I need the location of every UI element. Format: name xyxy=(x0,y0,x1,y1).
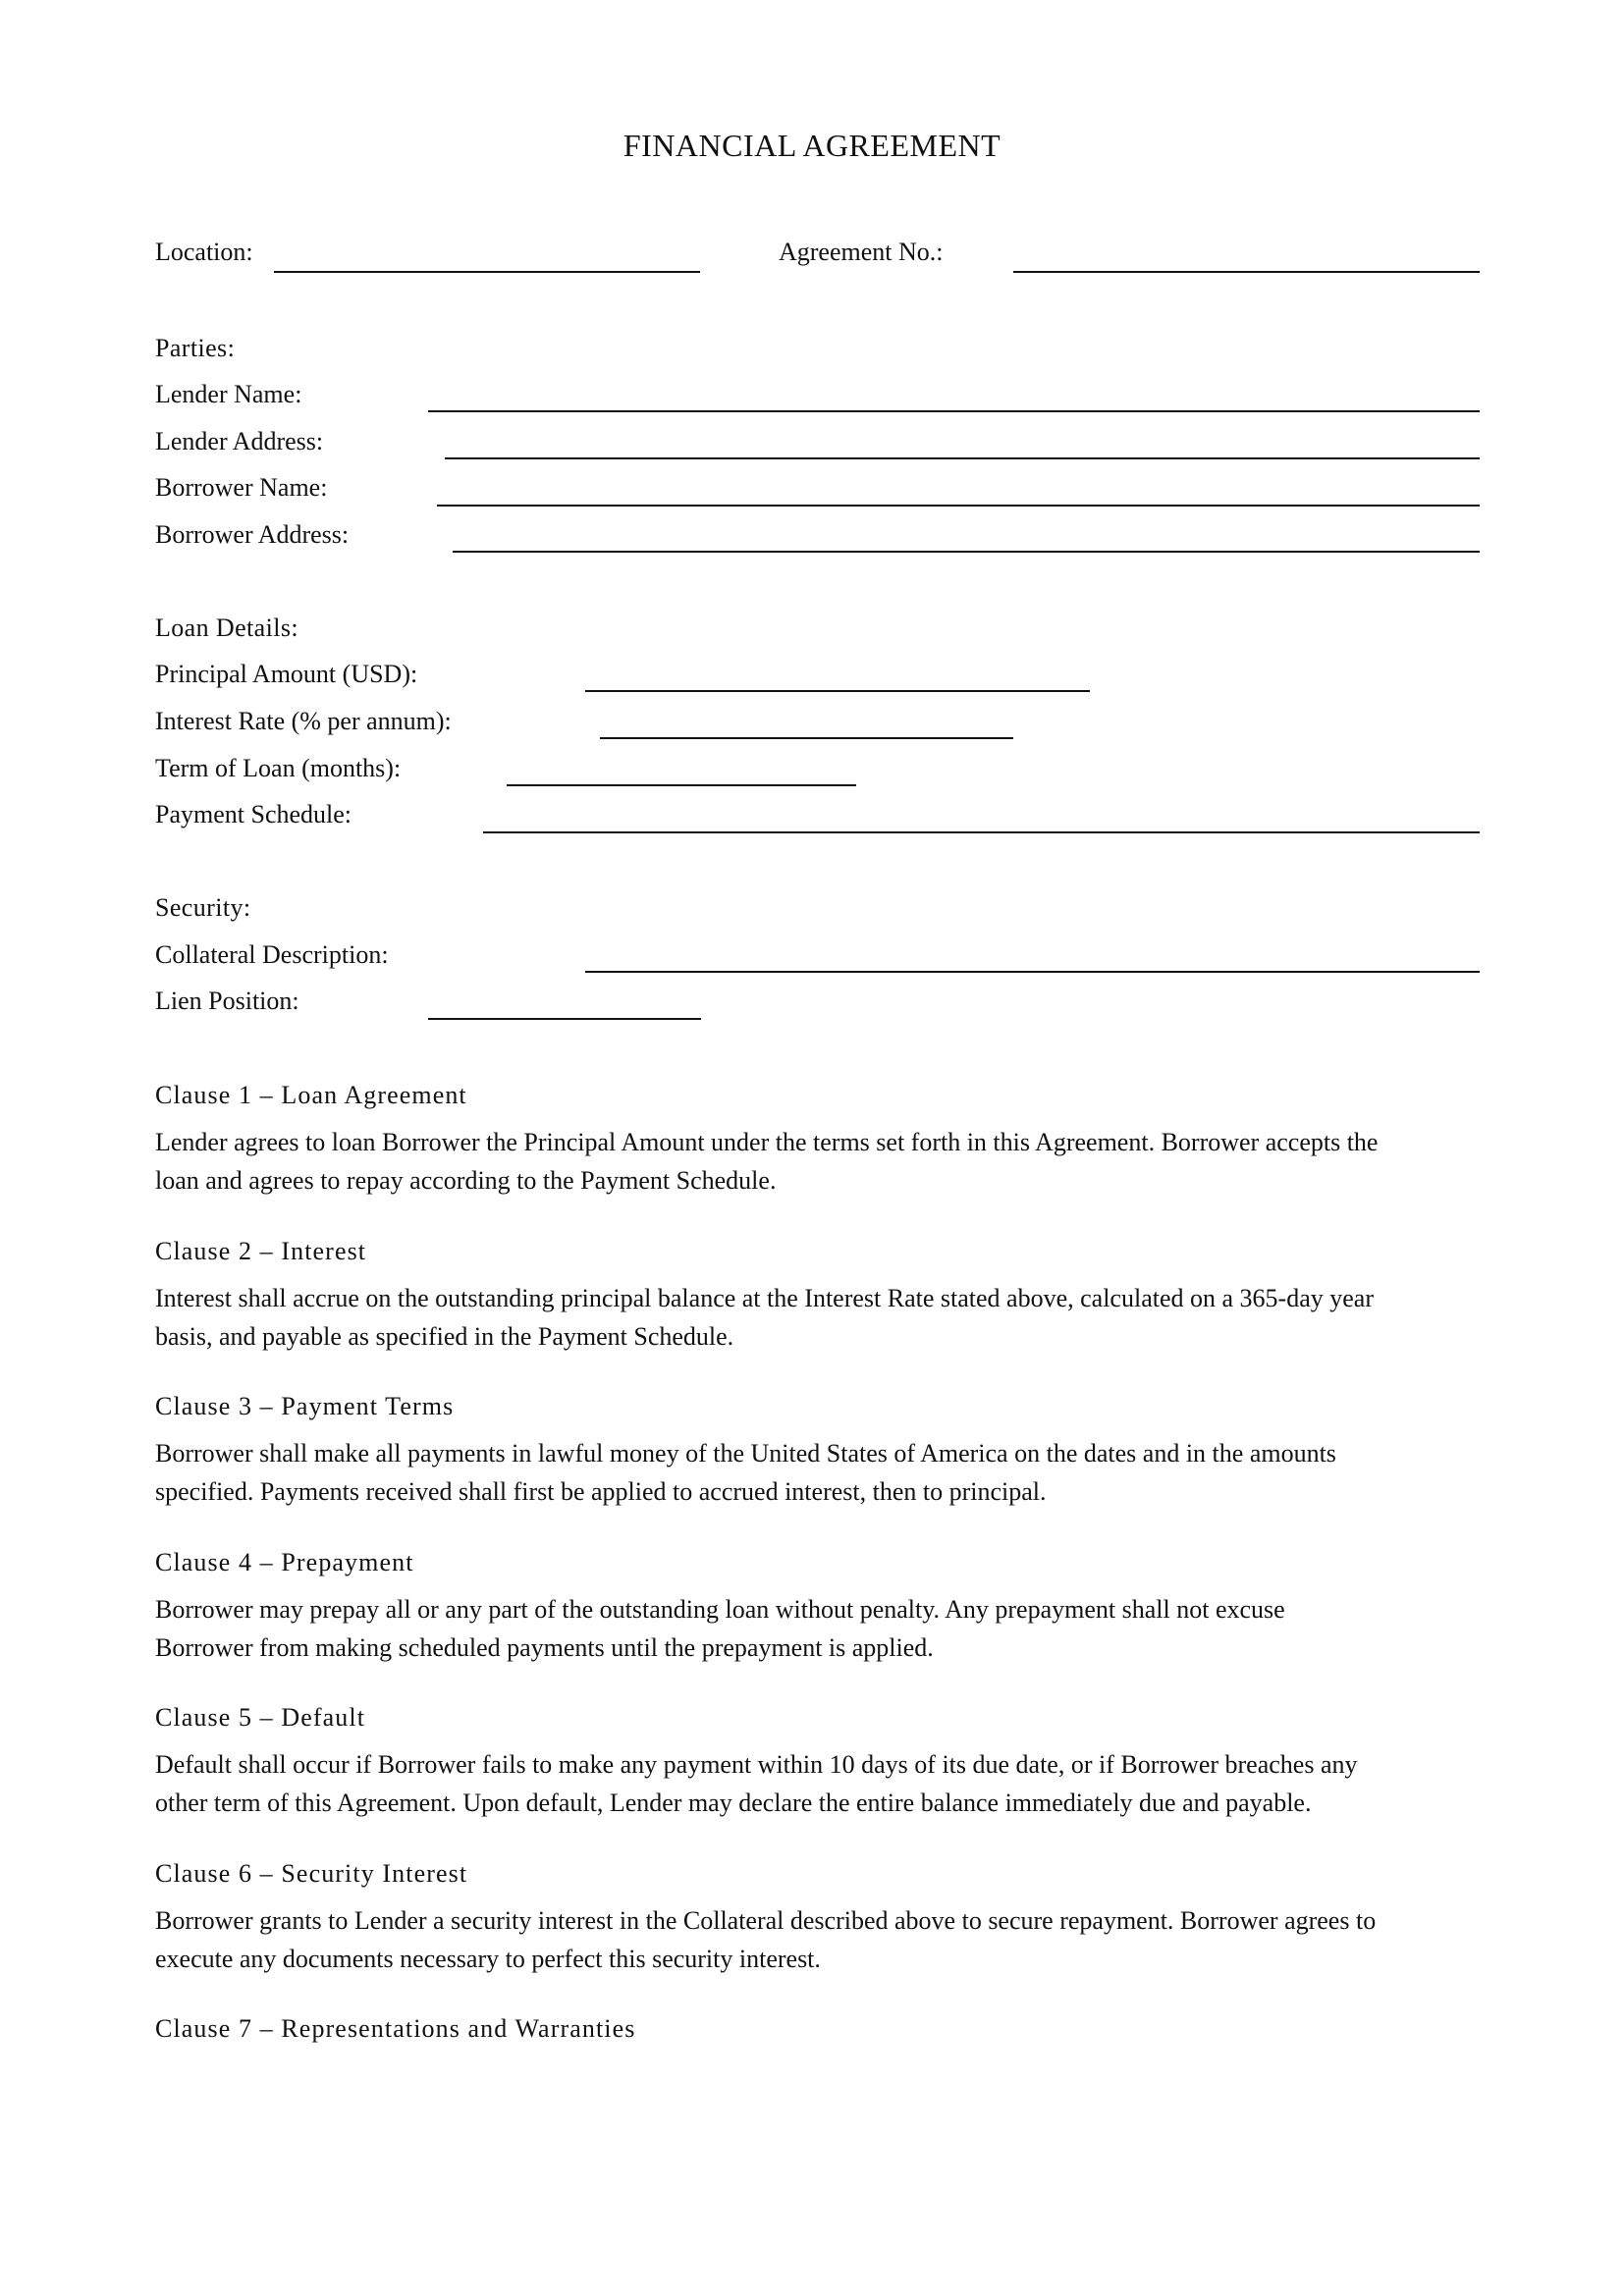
clause-5-line-1: Default shall occur if Borrower fails to make any payment within 10 days of its due date, or if Borrower breaches any xyxy=(155,1750,1358,1779)
parties-heading: Parties: xyxy=(155,334,236,362)
clause-1-title: Clause 1 – Loan Agreement xyxy=(155,1081,467,1109)
clause-5-title: Clause 5 – Default xyxy=(155,1703,366,1732)
principal-amount-label: Principal Amount (USD): xyxy=(155,660,418,688)
clause-5-body xyxy=(155,1745,1490,1822)
clause-1-line-2: loan and agrees to repay according to the Payment Schedule. xyxy=(155,1166,777,1195)
lender-address-field[interactable] xyxy=(445,457,1480,459)
location-field[interactable] xyxy=(274,271,700,273)
clause-2-body xyxy=(155,1279,1490,1356)
agreement-no-field[interactable] xyxy=(1013,271,1480,273)
clause-4-body xyxy=(155,1590,1490,1667)
security-heading: Security: xyxy=(155,893,251,922)
clause-5-line-2: other term of this Agreement. Upon default, Lender may declare the entire balance immediately due and payable. xyxy=(155,1789,1312,1817)
clause-6-title: Clause 6 – Security Interest xyxy=(155,1859,468,1888)
interest-rate-field[interactable] xyxy=(600,737,1013,739)
borrower-address-label: Borrower Address: xyxy=(155,520,350,549)
clause-2-title: Clause 2 – Interest xyxy=(155,1237,367,1265)
lender-address-label: Lender Address: xyxy=(155,427,324,455)
interest-rate-label: Interest Rate (% per annum): xyxy=(155,707,452,735)
borrower-address-field[interactable] xyxy=(453,551,1480,553)
clause-7-title: Clause 7 – Representations and Warranties xyxy=(155,2014,636,2043)
clause-4-line-1: Borrower may prepay all or any part of the outstanding loan without penalty. Any prepayment shall not excuse xyxy=(155,1595,1285,1624)
location-label: Location: xyxy=(155,238,253,266)
principal-amount-field[interactable] xyxy=(585,690,1090,692)
agreement-no-label: Agreement No.: xyxy=(779,238,944,266)
loan-term-field[interactable] xyxy=(507,784,856,786)
clause-6-line-1: Borrower grants to Lender a security interest in the Collateral described above to secure repayment. Borrower agrees to xyxy=(155,1906,1377,1935)
borrower-name-field[interactable] xyxy=(437,505,1480,507)
lender-name-label: Lender Name: xyxy=(155,380,302,408)
clause-3-line-2: specified. Payments received shall first be applied to accrued interest, then to principal. xyxy=(155,1477,1047,1506)
payment-schedule-label: Payment Schedule: xyxy=(155,800,352,828)
clause-4-line-2: Borrower from making scheduled payments until the prepayment is applied. xyxy=(155,1633,934,1662)
document-title: FINANCIAL AGREEMENT xyxy=(623,128,1001,163)
clause-3-title: Clause 3 – Payment Terms xyxy=(155,1392,455,1420)
clause-4-title: Clause 4 – Prepayment xyxy=(155,1548,414,1576)
borrower-name-label: Borrower Name: xyxy=(155,473,328,502)
collateral-description-label: Collateral Description: xyxy=(155,940,389,969)
payment-schedule-field[interactable] xyxy=(483,831,1480,833)
clause-2-line-2: basis, and payable as specified in the Payment Schedule. xyxy=(155,1322,734,1351)
clause-3-body xyxy=(155,1434,1490,1511)
lien-position-label: Lien Position: xyxy=(155,987,299,1015)
clause-2-line-1: Interest shall accrue on the outstanding principal balance at the Interest Rate stated above, calculated on a 365-day year xyxy=(155,1284,1374,1312)
loan-term-label: Term of Loan (months): xyxy=(155,754,402,782)
clause-3-line-1: Borrower shall make all payments in lawful money of the United States of America on the dates and in the amounts xyxy=(155,1439,1336,1468)
lien-position-field[interactable] xyxy=(428,1018,701,1020)
clause-1-line-1: Lender agrees to loan Borrower the Principal Amount under the terms set forth in this Agreement. Borrower accepts the xyxy=(155,1128,1379,1156)
lender-name-field[interactable] xyxy=(428,410,1480,412)
collateral-description-field[interactable] xyxy=(585,971,1480,973)
clause-6-body xyxy=(155,1901,1490,1978)
loan-details-heading: Loan Details: xyxy=(155,614,298,642)
clause-6-line-2: execute any documents necessary to perfect this security interest. xyxy=(155,1945,821,1973)
clause-1-body xyxy=(155,1123,1490,1200)
